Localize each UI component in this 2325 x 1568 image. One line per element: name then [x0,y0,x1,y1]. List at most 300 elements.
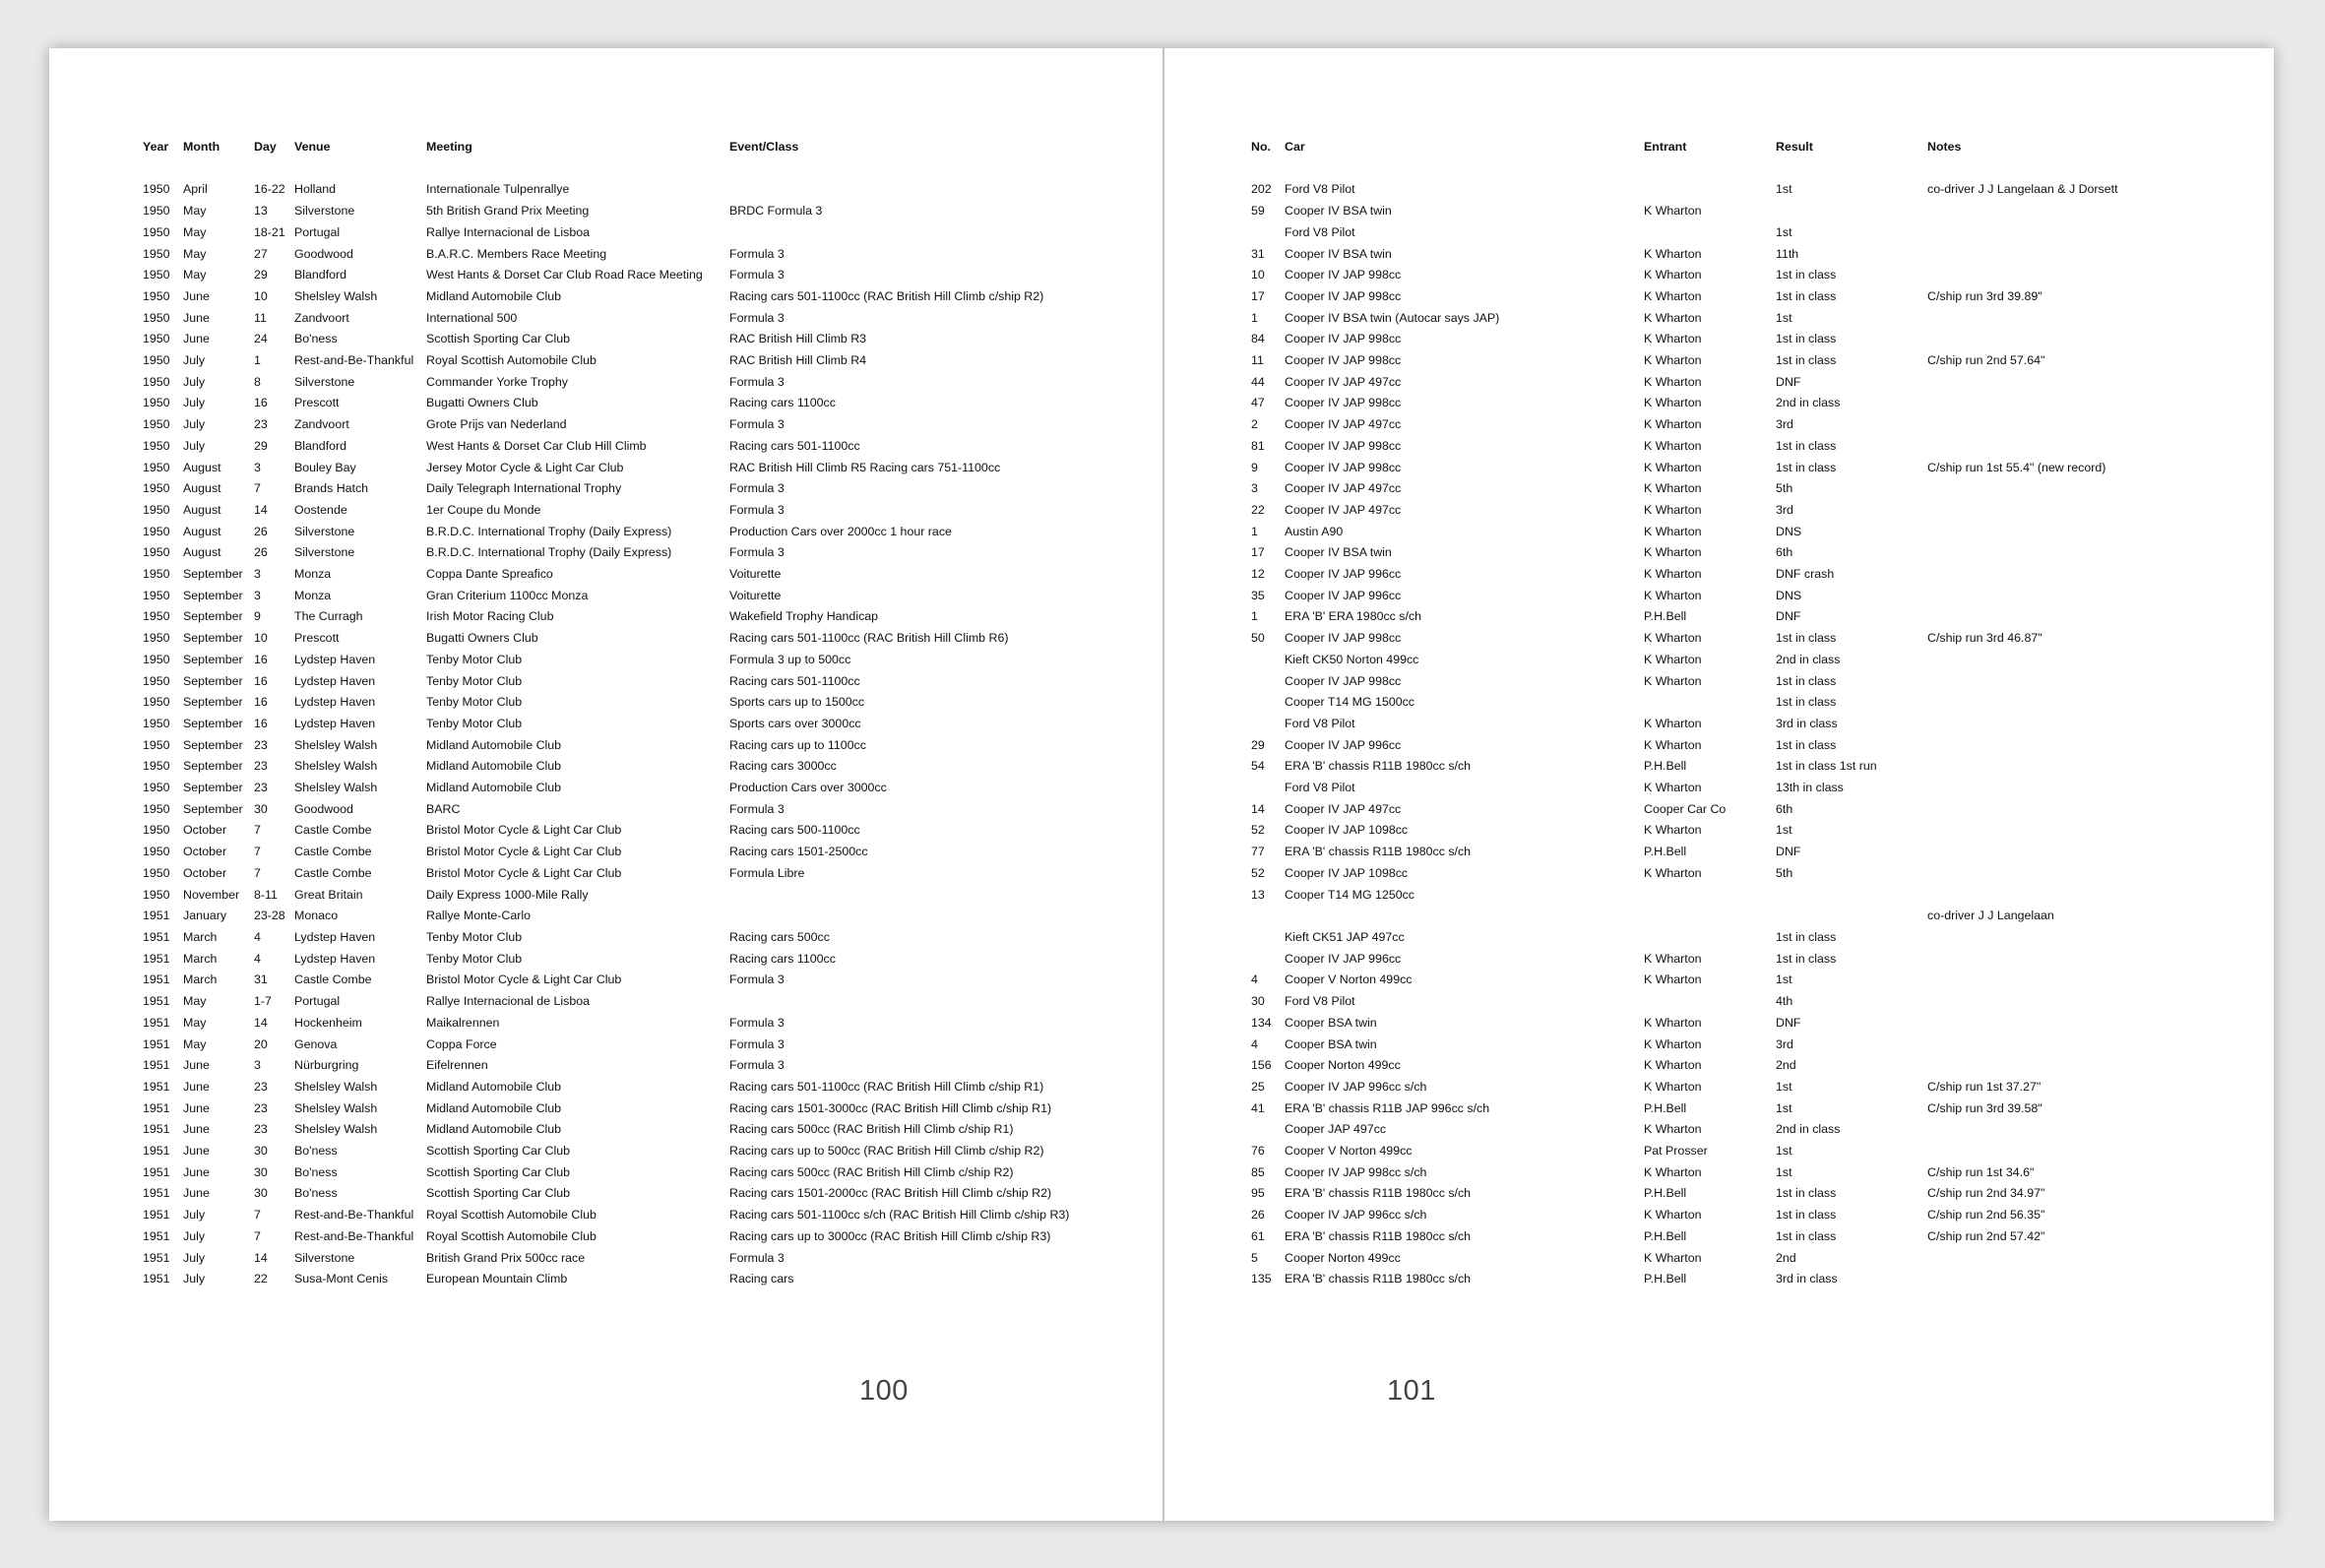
cell-car: ERA 'B' chassis R11B 1980cc s/ch [1285,759,1472,774]
cell-venue: Castle Combe [294,865,372,880]
cell-entrant: P.H.Bell [1644,759,1687,774]
cell-venue: Zandvoort [294,417,349,432]
cell-month: June [183,1079,210,1094]
header-meeting: Meeting [426,140,472,154]
cell-notes [1927,991,2245,1013]
cell-car: ERA 'B' chassis R11B 1980cc s/ch [1285,1228,1472,1243]
cell-month: September [183,567,243,582]
cell-result: 1st [1776,1144,1792,1159]
cell-result: DNS [1776,524,1802,538]
cell-venue: Portugal [294,994,341,1009]
cell-day: 16 [254,652,268,666]
table-row [143,735,1127,757]
cell-no: 1 [1251,524,1258,538]
cell-event-class: RAC British Hill Climb R4 [729,353,867,368]
cell-notes [1927,1119,2245,1141]
cell-no: 17 [1251,288,1265,303]
cell-venue: Silverstone [294,524,355,538]
cell-year: 1950 [143,545,170,560]
cell-notes [1927,500,2245,522]
cell-venue: Goodwood [294,246,353,261]
cell-entrant: K Wharton [1644,673,1702,688]
cell-car: Cooper IV JAP 996cc [1285,737,1402,752]
cell-meeting: Maikalrennen [426,1015,500,1030]
cell-entrant: K Wharton [1644,396,1702,410]
cell-entrant: K Wharton [1644,545,1702,560]
cell-month: July [183,438,206,453]
table-row [143,1055,1127,1077]
table-row [143,650,1127,671]
cell-year: 1950 [143,396,170,410]
cell-year: 1951 [143,1144,170,1159]
cell-no: 11 [1251,353,1264,368]
cell-event-class [729,991,1127,1013]
cell-car: Cooper IV BSA twin [1285,545,1392,560]
cell-venue: Shelsley Walsh [294,1079,378,1094]
cell-notes [1927,1248,2245,1270]
cell-year: 1950 [143,268,170,282]
cell-day: 10 [254,288,268,303]
cell-result: 3rd [1776,502,1793,517]
cell-result: 5th [1776,865,1793,880]
table-row [143,628,1127,650]
table-row [143,244,1127,266]
cell-meeting: Midland Automobile Club [426,1079,562,1094]
cell-month: September [183,716,243,730]
cell-entrant [1644,927,1776,949]
cell-venue: Zandvoort [294,310,349,325]
cell-day: 23-28 [254,909,285,923]
cell-venue: Blandford [294,268,347,282]
table-row [1251,991,2245,1013]
cell-year: 1950 [143,695,170,710]
cell-no [1251,778,1285,799]
cell-day: 3 [254,460,261,474]
cell-meeting: B.R.D.C. International Trophy (Daily Express) [426,524,672,538]
cell-event-class: Production Cars over 2000cc 1 hour race [729,524,952,538]
cell-day: 23 [254,1122,268,1137]
cell-venue: Lydstep Haven [294,716,376,730]
cell-result: 2nd [1776,1058,1796,1073]
cell-year: 1950 [143,182,170,197]
cell-event-class: Racing cars up to 500cc (RAC British Hill Climb c/ship R2) [729,1144,1044,1159]
table-row [143,222,1127,244]
cell-result: DNF crash [1776,567,1835,582]
cell-notes [1927,949,2245,971]
table-row [143,265,1127,286]
cell-notes [1927,372,2245,394]
cell-car: Cooper IV JAP 998cc [1285,353,1402,368]
cell-no: 17 [1251,545,1265,560]
table-row [143,393,1127,414]
events-table-body [143,179,1127,1290]
cell-month: October [183,865,227,880]
cell-car: Cooper Norton 499cc [1285,1250,1401,1265]
cell-venue: Lydstep Haven [294,652,376,666]
cell-entrant: K Wharton [1644,823,1702,838]
cell-venue: Lydstep Haven [294,673,376,688]
cell-entrant [1644,885,1776,907]
cell-meeting: 5th British Grand Prix Meeting [426,204,590,219]
table-row [143,778,1127,799]
cell-year: 1950 [143,737,170,752]
cell-no [1251,714,1285,735]
results-table [1251,137,2245,1290]
cell-entrant: K Wharton [1644,268,1702,282]
cell-year: 1951 [143,951,170,966]
cell-meeting: Scottish Sporting Car Club [426,332,571,346]
cell-meeting: B.R.D.C. International Trophy (Daily Express) [426,545,672,560]
cell-result: 1st [1776,224,1792,239]
cell-year: 1950 [143,246,170,261]
table-row [143,1077,1127,1098]
table-row [1251,714,2245,735]
cell-car: ERA 'B' chassis R11B 1980cc s/ch [1285,1272,1472,1286]
cell-car: Kieft CK50 Norton 499cc [1285,652,1419,666]
table-row [1251,393,2245,414]
cell-venue: Monza [294,567,332,582]
table-row [143,201,1127,222]
cell-year: 1950 [143,865,170,880]
cell-venue: Shelsley Walsh [294,288,378,303]
cell-month: October [183,823,227,838]
cell-notes [1927,735,2245,757]
cell-day: 16 [254,396,268,410]
cell-notes [1927,1035,2245,1056]
cell-meeting: Scottish Sporting Car Club [426,1144,571,1159]
cell-result: 1st in class [1776,673,1837,688]
cell-year: 1950 [143,631,170,646]
cell-meeting: Midland Automobile Club [426,759,562,774]
cell-entrant: P.H.Bell [1644,1228,1687,1243]
cell-event-class: Racing cars 501-1100cc s/ch (RAC British Hill Climb c/ship R3) [729,1208,1070,1223]
cell-car: Cooper IV JAP 998cc [1285,438,1402,453]
cell-result: 3rd in class [1776,716,1838,730]
cell-car: Cooper IV JAP 998cc [1285,631,1402,646]
cell-event-class: Racing cars 501-1100cc (RAC British Hill Climb c/ship R2) [729,288,1044,303]
cell-venue: Bo'ness [294,1164,338,1179]
cell-no: 1 [1251,310,1258,325]
cell-day: 7 [254,845,261,859]
cell-month: September [183,695,243,710]
table-row [1251,842,2245,863]
table-row [143,970,1127,991]
cell-notes [1927,1055,2245,1077]
cell-event-class: Racing cars 500-1100cc [729,823,860,838]
cell-year: 1950 [143,716,170,730]
cell-result: DNF [1776,609,1801,624]
cell-year: 1950 [143,438,170,453]
cell-no: 135 [1251,1272,1272,1286]
cell-car: Cooper Norton 499cc [1285,1058,1401,1073]
cell-day: 23 [254,759,268,774]
cell-entrant: P.H.Bell [1644,1100,1687,1115]
cell-month: October [183,845,227,859]
cell-venue: Susa-Mont Cenis [294,1272,389,1286]
cell-result: 1st [1776,310,1792,325]
cell-no: 95 [1251,1186,1265,1201]
table-row [1251,222,2245,244]
cell-car: Ford V8 Pilot [1285,182,1355,197]
cell-entrant: P.H.Bell [1644,1186,1687,1201]
cell-venue: Prescott [294,396,340,410]
cell-entrant: P.H.Bell [1644,609,1687,624]
cell-no: 12 [1251,567,1265,582]
cell-year: 1951 [143,1015,170,1030]
cell-notes [1927,1141,2245,1162]
cell-month: July [183,396,206,410]
cell-meeting: Midland Automobile Club [426,1100,562,1115]
cell-month: July [183,1208,206,1223]
table-row [143,606,1127,628]
cell-notes [1927,308,2245,330]
table-row [1251,927,2245,949]
cell-day: 26 [254,545,268,560]
cell-venue: Bouley Bay [294,460,356,474]
cell-result: 1st in class [1776,332,1837,346]
cell-event-class: Wakefield Trophy Handicap [729,609,879,624]
cell-notes: C/ship run 1st 37.27" [1927,1079,2042,1094]
cell-car: Cooper IV JAP 998cc [1285,288,1402,303]
cell-meeting: Bugatti Owners Club [426,631,538,646]
cell-no: 5 [1251,1250,1258,1265]
table-row [1251,1269,2245,1290]
cell-entrant: K Wharton [1644,567,1702,582]
cell-meeting: Scottish Sporting Car Club [426,1186,571,1201]
cell-result: 1st in class [1776,268,1837,282]
cell-notes [1927,201,2245,222]
cell-year: 1951 [143,1036,170,1051]
cell-event-class: Voiturette [729,567,782,582]
cell-entrant: K Wharton [1644,481,1702,496]
cell-no: 44 [1251,374,1265,389]
cell-venue: Great Britain [294,887,363,902]
cell-meeting: West Hants & Dorset Car Club Hill Climb [426,438,647,453]
cell-entrant: K Wharton [1644,353,1702,368]
table-row [143,458,1127,479]
cell-month: May [183,204,207,219]
cell-year: 1950 [143,502,170,517]
cell-no: 85 [1251,1164,1265,1179]
table-row [1251,1248,2245,1270]
cell-entrant: K Wharton [1644,737,1702,752]
table-row [143,1248,1127,1270]
cell-notes: C/ship run 3rd 46.87" [1927,631,2042,646]
cell-year: 1951 [143,1164,170,1179]
table-row [1251,1098,2245,1120]
cell-venue: Oostende [294,502,347,517]
cell-entrant: K Wharton [1644,246,1702,261]
cell-event-class: Formula 3 [729,801,785,816]
cell-year: 1950 [143,567,170,582]
left-page [49,48,1162,1521]
cell-event-class: Formula 3 [729,310,785,325]
cell-car: Cooper IV JAP 497cc [1285,502,1402,517]
right-page [1164,48,2274,1521]
cell-meeting: Irish Motor Racing Club [426,609,554,624]
cell-no: 35 [1251,588,1265,602]
cell-month: June [183,332,210,346]
cell-entrant: K Wharton [1644,1036,1702,1051]
cell-entrant: K Wharton [1644,332,1702,346]
table-row [1251,458,2245,479]
cell-event-class: Racing cars 1100cc [729,396,836,410]
cell-month: September [183,652,243,666]
cell-meeting: Royal Scottish Automobile Club [426,353,597,368]
cell-notes [1927,436,2245,458]
cell-meeting: 1er Coupe du Monde [426,502,541,517]
cell-day: 10 [254,631,268,646]
cell-meeting: Midland Automobile Club [426,288,562,303]
cell-month: June [183,1144,210,1159]
header-result: Result [1776,140,1813,154]
cell-day: 23 [254,1100,268,1115]
cell-no: 2 [1251,417,1258,432]
cell-month: March [183,951,218,966]
cell-day: 29 [254,438,268,453]
cell-venue: Castle Combe [294,823,372,838]
table-row [1251,478,2245,500]
cell-result: DNS [1776,588,1802,602]
cell-month: June [183,1164,210,1179]
cell-car: Cooper IV JAP 497cc [1285,417,1402,432]
header-year: Year [143,140,169,154]
cell-event-class: Racing cars 1100cc [729,951,836,966]
table-row [1251,586,2245,607]
cell-notes [1927,564,2245,586]
cell-no: 26 [1251,1208,1265,1223]
cell-day: 4 [254,930,261,944]
table-row [1251,436,2245,458]
cell-notes [1927,714,2245,735]
cell-entrant: Cooper Car Co [1644,801,1727,816]
cell-venue: Bo'ness [294,332,338,346]
cell-notes [1927,329,2245,350]
cell-car: Cooper V Norton 499cc [1285,1144,1413,1159]
events-header-row [143,137,1127,158]
cell-month: July [183,417,206,432]
cell-result [1776,885,1927,907]
cell-car: Cooper IV JAP 998cc [1285,460,1402,474]
cell-notes [1927,756,2245,778]
cell-venue: Monza [294,588,332,602]
cell-event-class: Racing cars 501-1100cc [729,673,860,688]
table-row [1251,606,2245,628]
cell-result: 1st [1776,972,1792,987]
cell-car: ERA 'B' ERA 1980cc s/ch [1285,609,1422,624]
cell-no: 14 [1251,801,1265,816]
cell-meeting: Jersey Motor Cycle & Light Car Club [426,460,624,474]
header-notes: Notes [1927,140,1962,154]
cell-entrant: K Wharton [1644,631,1702,646]
cell-event-class: Sports cars up to 1500cc [729,695,865,710]
table-row [1251,692,2245,714]
cell-entrant: K Wharton [1644,1122,1702,1137]
cell-car: ERA 'B' chassis R11B 1980cc s/ch [1285,1186,1472,1201]
cell-entrant: P.H.Bell [1644,845,1687,859]
cell-notes [1927,927,2245,949]
cell-year: 1950 [143,288,170,303]
cell-result: 4th [1776,994,1793,1009]
cell-no: 81 [1251,438,1265,453]
cell-entrant: K Wharton [1644,438,1702,453]
cell-car: Cooper IV BSA twin (Autocar says JAP) [1285,310,1500,325]
cell-event-class: Racing cars 501-1100cc [729,438,860,453]
cell-day: 23 [254,1079,268,1094]
header-venue: Venue [294,140,331,154]
cell-year: 1951 [143,930,170,944]
cell-no: 52 [1251,865,1265,880]
cell-no [1251,949,1285,971]
cell-car: ERA 'B' chassis R11B 1980cc s/ch [1285,845,1472,859]
cell-notes [1927,671,2245,693]
cell-meeting: Tenby Motor Club [426,673,523,688]
cell-notes: C/ship run 2nd 57.42" [1927,1228,2045,1243]
cell-event-class: Formula 3 [729,374,785,389]
cell-month: March [183,972,218,987]
cell-car: Austin A90 [1285,524,1344,538]
cell-month: September [183,588,243,602]
cell-no: 50 [1251,631,1265,646]
cell-no: 30 [1251,994,1265,1009]
table-row [1251,1162,2245,1184]
cell-day: 16-22 [254,182,285,197]
cell-event-class: Formula 3 [729,502,785,517]
cell-event-class: Formula 3 up to 500cc [729,652,851,666]
table-row [143,906,1127,927]
cell-notes: co-driver J J Langelaan & J Dorsett [1927,182,2118,197]
cell-result: 1st [1776,1164,1792,1179]
cell-no: 9 [1251,460,1258,474]
cell-day: 23 [254,737,268,752]
cell-meeting: Tenby Motor Club [426,951,523,966]
cell-car: Cooper T14 MG 1250cc [1285,887,1415,902]
cell-day: 30 [254,1144,268,1159]
cell-notes [1927,244,2245,266]
table-row [1251,735,2245,757]
cell-venue: Shelsley Walsh [294,759,378,774]
cell-notes: C/ship run 3rd 39.89" [1927,288,2042,303]
cell-car: Cooper IV JAP 998cc [1285,268,1402,282]
cell-no: 1 [1251,609,1258,624]
cell-notes [1927,478,2245,500]
cell-day: 23 [254,781,268,795]
cell-venue: Shelsley Walsh [294,781,378,795]
cell-notes: co-driver J J Langelaan [1927,909,2054,923]
table-row [1251,820,2245,842]
cell-year: 1950 [143,887,170,902]
cell-meeting: Bristol Motor Cycle & Light Car Club [426,845,622,859]
cell-result: 3rd in class [1776,1272,1838,1286]
cell-year: 1951 [143,1208,170,1223]
table-row [1251,628,2245,650]
cell-venue: Genova [294,1036,338,1051]
cell-meeting: West Hants & Dorset Car Club Road Race Meeting [426,268,703,282]
cell-day: 16 [254,716,268,730]
cell-entrant: K Wharton [1644,716,1702,730]
cell-car: Cooper IV JAP 996cc s/ch [1285,1208,1427,1223]
cell-result: 1st in class [1776,1186,1837,1201]
cell-car: Cooper JAP 497cc [1285,1122,1387,1137]
cell-notes [1927,1269,2245,1290]
cell-notes [1927,970,2245,991]
cell-no [1251,671,1285,693]
cell-entrant: K Wharton [1644,1058,1702,1073]
table-row [143,179,1127,201]
table-row [1251,500,2245,522]
cell-result: 3rd [1776,1036,1793,1051]
cell-entrant: K Wharton [1644,1208,1702,1223]
